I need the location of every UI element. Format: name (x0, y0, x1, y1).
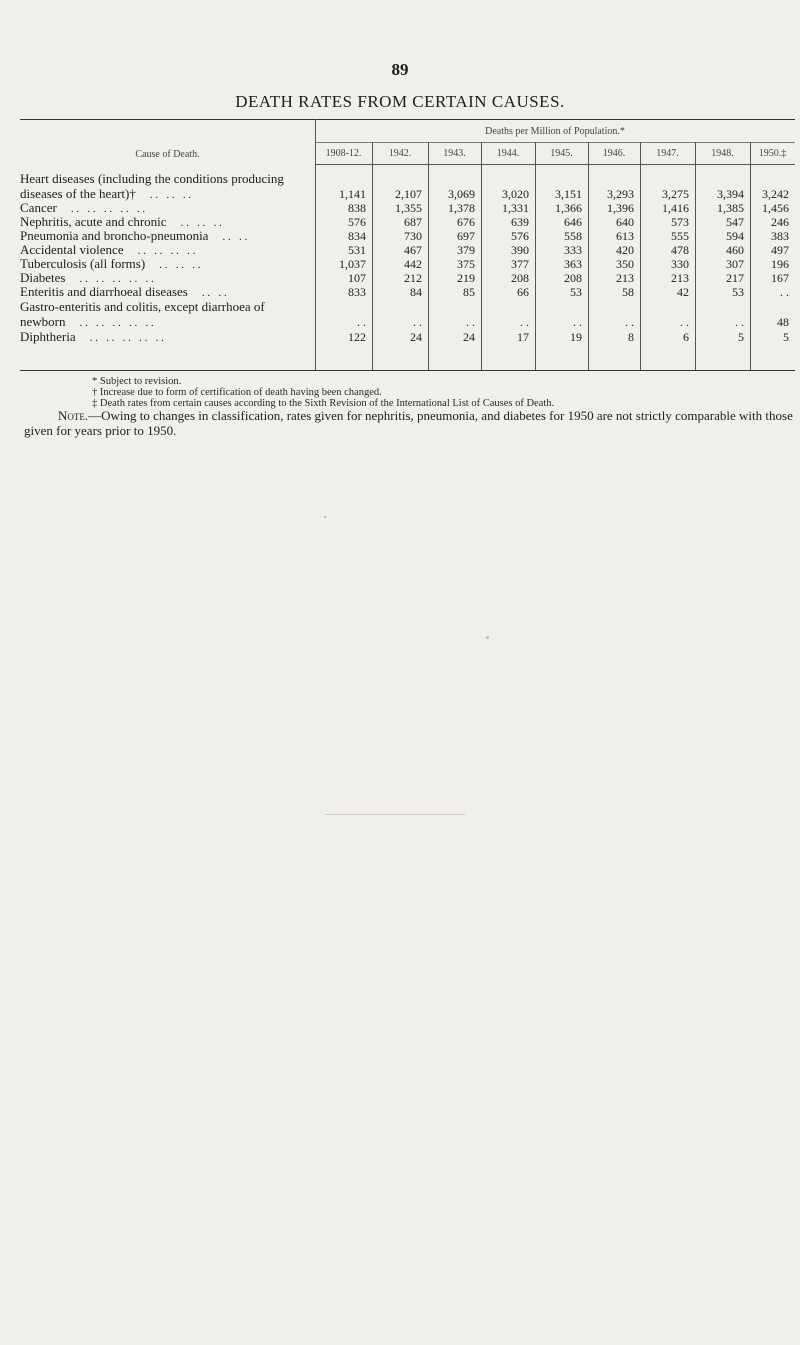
table-cell: . . (357, 315, 366, 329)
row-label (20, 171, 312, 187)
row-label-text: Accidental violence (20, 242, 124, 257)
table-cell: 478 (671, 243, 689, 257)
table-cell: . . (625, 315, 634, 329)
footnotes (92, 376, 554, 409)
table-cell: 53 (570, 285, 582, 299)
row-label-text: Cancer (20, 200, 57, 215)
table-cell: 383 (771, 229, 789, 243)
row-label-text: Gastro-enteritis and colitis, except diarrhoea of (20, 299, 265, 314)
row-label-text: Nephritis, acute and chronic (20, 214, 167, 229)
table-cell: 85 (463, 285, 475, 299)
dot-leader: . . . . . . (159, 259, 201, 271)
row-label-text: newborn (20, 314, 66, 329)
table-cell: 1,355 (395, 201, 422, 215)
table-cell: 307 (726, 257, 744, 271)
table-cell: 576 (511, 229, 529, 243)
table-cell: 219 (457, 271, 475, 285)
row-label-text: Diphtheria (20, 329, 76, 344)
table-cell: 375 (457, 257, 475, 271)
table-cell: 122 (348, 330, 366, 344)
table-cell: 838 (348, 201, 366, 215)
table-cell: 17 (517, 330, 529, 344)
table-cell: 24 (463, 330, 475, 344)
year-header-rule (315, 164, 795, 165)
row-label-text: Enteritis and diarrhoeal diseases (20, 284, 188, 299)
table-cell: 576 (348, 215, 366, 229)
table-cell: 107 (348, 271, 366, 285)
row-label-text: Heart diseases (including the conditions producing (20, 171, 284, 186)
table-cell: 5 (783, 330, 789, 344)
table-cell: 646 (564, 215, 582, 229)
table-cell: 208 (511, 271, 529, 285)
table-cell: . . (520, 315, 529, 329)
table-cell: 497 (771, 243, 789, 257)
footnote: ‡ Death rates from certain causes according to the Sixth Revision of the International List of Causes of Death. (92, 398, 555, 409)
table-cell: . . (680, 315, 689, 329)
table-cell: 442 (404, 257, 422, 271)
footnote: † Increase due to form of certification of death having been changed. (92, 387, 382, 398)
table-cell: 555 (671, 229, 689, 243)
scan-speck (325, 814, 465, 815)
table-cell: 53 (732, 285, 744, 299)
table-cell: 3,069 (448, 187, 475, 201)
note-text: —Owing to changes in classification, rates given for nephritis, pneumonia, and diabetes for 1950 are not strictly comparable with those given for years prior to 1950. (24, 408, 793, 438)
group-header-rule (315, 142, 795, 143)
table-cell: 19 (570, 330, 582, 344)
dot-leader: . . . . (201, 287, 227, 299)
table-cell: 333 (564, 243, 582, 257)
table-cell: 2,107 (395, 187, 422, 201)
row-label-text: Diabetes (20, 270, 66, 285)
table-cell: 1,366 (555, 201, 582, 215)
table-cell: 3,242 (762, 187, 789, 201)
table-cell: 697 (457, 229, 475, 243)
table-cell: 676 (457, 215, 475, 229)
row-label-text: Tuberculosis (all forms) (20, 256, 146, 271)
row-label-text: diseases of the heart)† (20, 186, 136, 201)
note-lead: Note. (58, 408, 89, 423)
table-cell: 212 (404, 271, 422, 285)
table-cell: 363 (564, 257, 582, 271)
dot-leader: . . . . . . . . . . (70, 203, 146, 215)
classification-note (24, 408, 794, 438)
table-cell: . . (735, 315, 744, 329)
dot-leader: . . . . . . . . . . (89, 332, 164, 344)
year-header: 1946. (602, 148, 626, 159)
table-cell: 558 (564, 229, 582, 243)
table-cell: 460 (726, 243, 744, 257)
dot-leader: . . . . . . . . . . (79, 273, 154, 285)
table-cell: 834 (348, 229, 366, 243)
row-label (20, 299, 312, 315)
table-cell: 594 (726, 229, 744, 243)
table-cell: 5 (738, 330, 744, 344)
table-cell: 3,293 (607, 187, 634, 201)
table-cell: 547 (726, 215, 744, 229)
table-cell: 390 (511, 243, 529, 257)
table-cell: 3,394 (717, 187, 744, 201)
year-header: 1947. (656, 148, 679, 159)
year-header: 1950.‡ (758, 148, 787, 159)
dot-leader: . . . . . . . . . . (79, 317, 154, 329)
table-cell: 3,151 (555, 187, 582, 201)
year-header: 1943. (443, 148, 466, 159)
table-cell: 208 (564, 271, 582, 285)
table-cell: 213 (671, 271, 689, 285)
table-cell: 42 (677, 285, 689, 299)
table-cell: 379 (457, 243, 475, 257)
row-label (20, 329, 312, 345)
year-header: 1944. (496, 148, 520, 159)
table-cell: 213 (616, 271, 634, 285)
year-header: 1945. (550, 148, 573, 159)
table-cell: 48 (777, 315, 789, 329)
table-cell: . . (413, 315, 422, 329)
table-cell: 1,396 (607, 201, 634, 215)
year-header: 1908-12. (325, 148, 362, 159)
scan-speck (324, 516, 326, 518)
page-title: DEATH RATES FROM CERTAIN CAUSES. (235, 92, 565, 111)
table-cell: 1,141 (339, 187, 366, 201)
footnote: * Subject to revision. (92, 376, 182, 387)
table-cell: 217 (726, 271, 744, 285)
table-cell: . . (466, 315, 475, 329)
table-cell: 8 (628, 330, 634, 344)
table-cell: 58 (622, 285, 634, 299)
table-cell: 573 (671, 215, 689, 229)
table-cell: 640 (616, 215, 634, 229)
table-cell: 1,456 (762, 201, 789, 215)
table-cell: 1,385 (717, 201, 744, 215)
dot-leader: . . . . (222, 231, 248, 243)
table-cell: 377 (511, 257, 529, 271)
table-cell: 3,020 (502, 187, 529, 201)
table-cell: 330 (671, 257, 689, 271)
table-cell: 167 (771, 271, 789, 285)
dot-leader: . . . . . . (149, 189, 192, 201)
scan-speck (486, 636, 489, 639)
year-header: 1942. (388, 148, 412, 159)
table-bottom-rule (20, 370, 795, 371)
row-label-text: Pneumonia and broncho-pneumonia (20, 228, 209, 243)
table-cell: 196 (771, 257, 789, 271)
year-header: 1948. (711, 148, 734, 159)
table-cell: 246 (771, 215, 789, 229)
table-cell: 1,378 (448, 201, 475, 215)
table-cell: 84 (410, 285, 422, 299)
dot-leader: . . . . . . . . (137, 245, 196, 257)
table-cell: . . (573, 315, 582, 329)
table-cell: 24 (410, 330, 422, 344)
table-top-rule (20, 119, 795, 120)
table-cell: 833 (348, 285, 366, 299)
table-cell: 730 (404, 229, 422, 243)
table-cell: 66 (517, 285, 529, 299)
table-cell: . . (780, 285, 789, 299)
table-cell: 687 (404, 215, 422, 229)
table-cell: 1,037 (339, 257, 366, 271)
cause-column-header: Cause of Death. (135, 149, 200, 160)
table-cell: 420 (616, 243, 634, 257)
page-number: 89 (391, 60, 409, 79)
table-cell: 3,275 (662, 187, 689, 201)
table-cell: 350 (616, 257, 634, 271)
dot-leader: . . . . . . (180, 217, 222, 229)
table-cell: 639 (511, 215, 529, 229)
table-cell: 613 (616, 229, 634, 243)
table-cell: 531 (348, 243, 366, 257)
row-label (20, 314, 312, 330)
table-cell: 1,331 (502, 201, 529, 215)
deaths-group-header: Deaths per Million of Population.* (485, 126, 625, 137)
row-label (20, 284, 312, 300)
table-cell: 467 (404, 243, 422, 257)
table-cell: 1,416 (662, 201, 689, 215)
table-cell: 6 (683, 330, 689, 344)
